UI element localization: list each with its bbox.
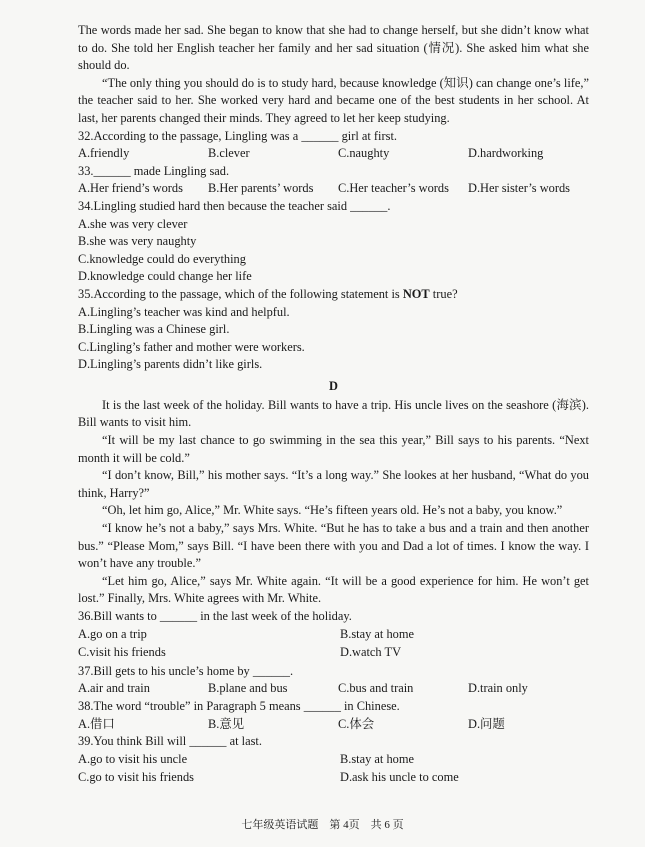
option: B.clever xyxy=(208,146,250,161)
option: A.Lingling’s teacher was kind and helpful. xyxy=(78,304,290,319)
option: B.Her parents’ words xyxy=(208,181,314,196)
option: C.Lingling’s father and mother were workers. xyxy=(78,339,305,354)
option: A.go to visit his uncle xyxy=(78,751,188,766)
option: D.watch TV xyxy=(340,645,402,660)
option: C.Her teacher’s words xyxy=(338,181,449,196)
option: B.plane and bus xyxy=(208,681,288,696)
option: B.she was very naughty xyxy=(78,234,197,249)
option: C.体会 xyxy=(338,716,375,731)
question-35-not: NOT xyxy=(402,286,430,301)
option: D.Her sister’s words xyxy=(468,181,570,196)
question-38-options xyxy=(78,716,589,734)
question-35-stem-end: true? xyxy=(429,286,458,301)
option: D.knowledge could change her life xyxy=(78,269,252,284)
option: B.Lingling was a Chinese girl. xyxy=(78,322,230,337)
question-35 xyxy=(78,286,589,304)
passage-c-para-2: “The only thing you should do is to study hard, because knowledge (知识) can change one’s life,” the teacher said to her. She worked very hard and became one of the best students in her school. At last, her parents changed their minds. They agreed to let her keep studying. xyxy=(78,75,589,125)
option: A.Her friend’s words xyxy=(78,181,183,196)
passage-d-para-4: “Oh, let him go, Alice,” Mr. White says. “He’s fifteen years old. He’s not a baby, you know.” xyxy=(102,503,563,518)
question-32-options xyxy=(78,145,589,163)
passage-d-para-2: “It will be my last chance to go swimming in the sea this year,” Bill says to his parents. “Next month it will be cold.” xyxy=(78,433,589,465)
question-36: 36.Bill wants to ______ in the last week of the holiday. xyxy=(78,609,352,623)
option: C.go to visit his friends xyxy=(78,770,194,785)
question-38: 38.The word “trouble” in Paragraph 5 means ______ in Chinese. xyxy=(78,698,400,713)
passage-c-para-1: The words made her sad. She began to know that she had to change herself, but she didn’t know what to do. She told her English teacher her family and her sad situation (情况). She asked him what she should do. xyxy=(78,23,589,73)
question-39: 39.You think Bill will ______ at last. xyxy=(78,734,262,749)
question-39-options-ab xyxy=(78,751,589,769)
option: B.stay at home xyxy=(340,626,414,641)
passage-d-para-6: “Let him go, Alice,” says Mr. White again. “It will be a good experience for him. He won’t get lost.” Finally, Mrs. White agrees with Mr. White. xyxy=(78,573,589,606)
question-36-options-cd xyxy=(78,644,589,662)
option: D.hardworking xyxy=(468,146,544,161)
option: D.train only xyxy=(468,681,528,696)
page-footer: 七年级英语试题 第 4页 共 6 页 xyxy=(241,819,404,831)
question-35-stem: 35.According to the passage, which of the following statement is xyxy=(78,286,403,301)
option: A.friendly xyxy=(78,146,130,161)
question-37-options xyxy=(78,680,589,698)
section-d-title: D xyxy=(329,378,338,393)
passage-d-para-1: It is the last week of the holiday. Bill wants to have a trip. His uncle lives on the seashore (海滨). Bill wants to visit him. xyxy=(78,397,589,430)
option: C.visit his friends xyxy=(78,645,166,660)
option: A.借口 xyxy=(78,716,115,731)
option: B.stay at home xyxy=(340,751,414,766)
passage-d-para-5: “I know he’s not a baby,” says Mrs. White. “But he has to take a bus and a train and then another bus.” “Please Mom,” says Bill. “I have been there with you and Dad a lot of times. I know the way. I won’t have any trouble.” xyxy=(78,521,589,571)
question-33-options xyxy=(78,180,589,198)
option: B.意见 xyxy=(208,716,245,731)
option: D.ask his uncle to come xyxy=(340,770,459,785)
question-32: 32.According to the passage, Lingling was a ______ girl at first. xyxy=(78,128,397,143)
option: C.bus and train xyxy=(338,681,414,696)
option: D.Lingling’s parents didn’t like girls. xyxy=(78,357,263,372)
question-34: 34.Lingling studied hard then because the teacher said ______. xyxy=(78,198,391,213)
option: C.naughty xyxy=(338,146,390,161)
passage-d-para-3: “I don’t know, Bill,” his mother says. “It’s a long way.” She lookes at her husband, “What do you think, Harry?” xyxy=(78,468,589,500)
question-33: 33.______ made Lingling sad. xyxy=(78,163,230,178)
question-36-options-ab xyxy=(78,626,589,644)
option: C.knowledge could do everything xyxy=(78,251,246,266)
question-37: 37.Bill gets to his uncle’s home by ______. xyxy=(78,663,294,678)
option: D.问题 xyxy=(468,716,505,731)
option: A.go on a trip xyxy=(78,626,147,641)
question-39-options-cd xyxy=(78,769,589,787)
option: A.air and train xyxy=(78,681,150,696)
option: A.she was very clever xyxy=(78,216,188,231)
